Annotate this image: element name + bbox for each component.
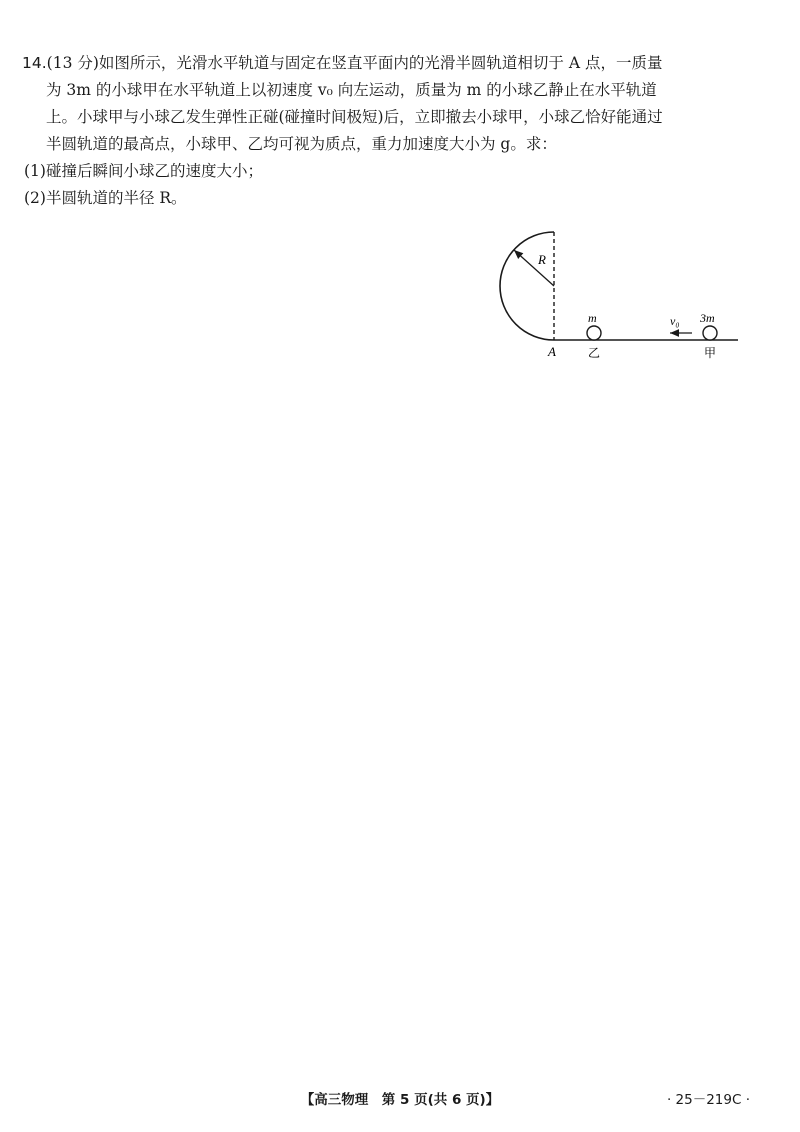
question-number: 14. (22, 54, 47, 72)
radius-arrow (514, 250, 554, 286)
ball-yi-mass-label: m (588, 311, 597, 325)
footer-code: · 25－219C · (666, 1092, 750, 1108)
point-a-label: A (548, 344, 556, 359)
ball-jia (703, 326, 717, 340)
sub-question-1: (1)碰撞后瞬间小球乙的速度大小； (24, 162, 263, 180)
physics-diagram (480, 222, 740, 362)
page-footer (0, 1088, 800, 1112)
velocity-label: v₀ (670, 314, 680, 328)
question-text-line: 上。小球甲与小球乙发生弹性正碰(碰撞时间极短)后，立即撤去小球甲，小球乙恰好能通过 (46, 108, 663, 126)
ball-yi (587, 326, 601, 340)
footer-page-info: 【高三物理 第 5 页(共 6 页)】 (300, 1092, 500, 1108)
question-line-1 (22, 50, 762, 77)
radius-label: R (538, 252, 546, 267)
ball-jia-mass-label: 3m (700, 311, 715, 325)
sub-question-2: (2)半圆轨道的半径 R。 (24, 189, 187, 207)
question-14 (22, 50, 762, 212)
question-text-line: 为 3m 的小球甲在水平轨道上以初速度 v₀ 向左运动，质量为 m 的小球乙静止在水平轨道 (46, 81, 657, 99)
question-text-line: (13 分)如图所示，光滑水平轨道与固定在竖直平面内的光滑半圆轨道相切于 A 点，一质量 (46, 54, 663, 72)
semicircle-track (500, 232, 554, 340)
ball-jia-label: 甲 (704, 346, 717, 360)
ball-yi-label: 乙 (588, 346, 601, 360)
question-text-line: 半圆轨道的最高点，小球甲、乙均可视为质点，重力加速度大小为 g。求： (46, 135, 557, 153)
